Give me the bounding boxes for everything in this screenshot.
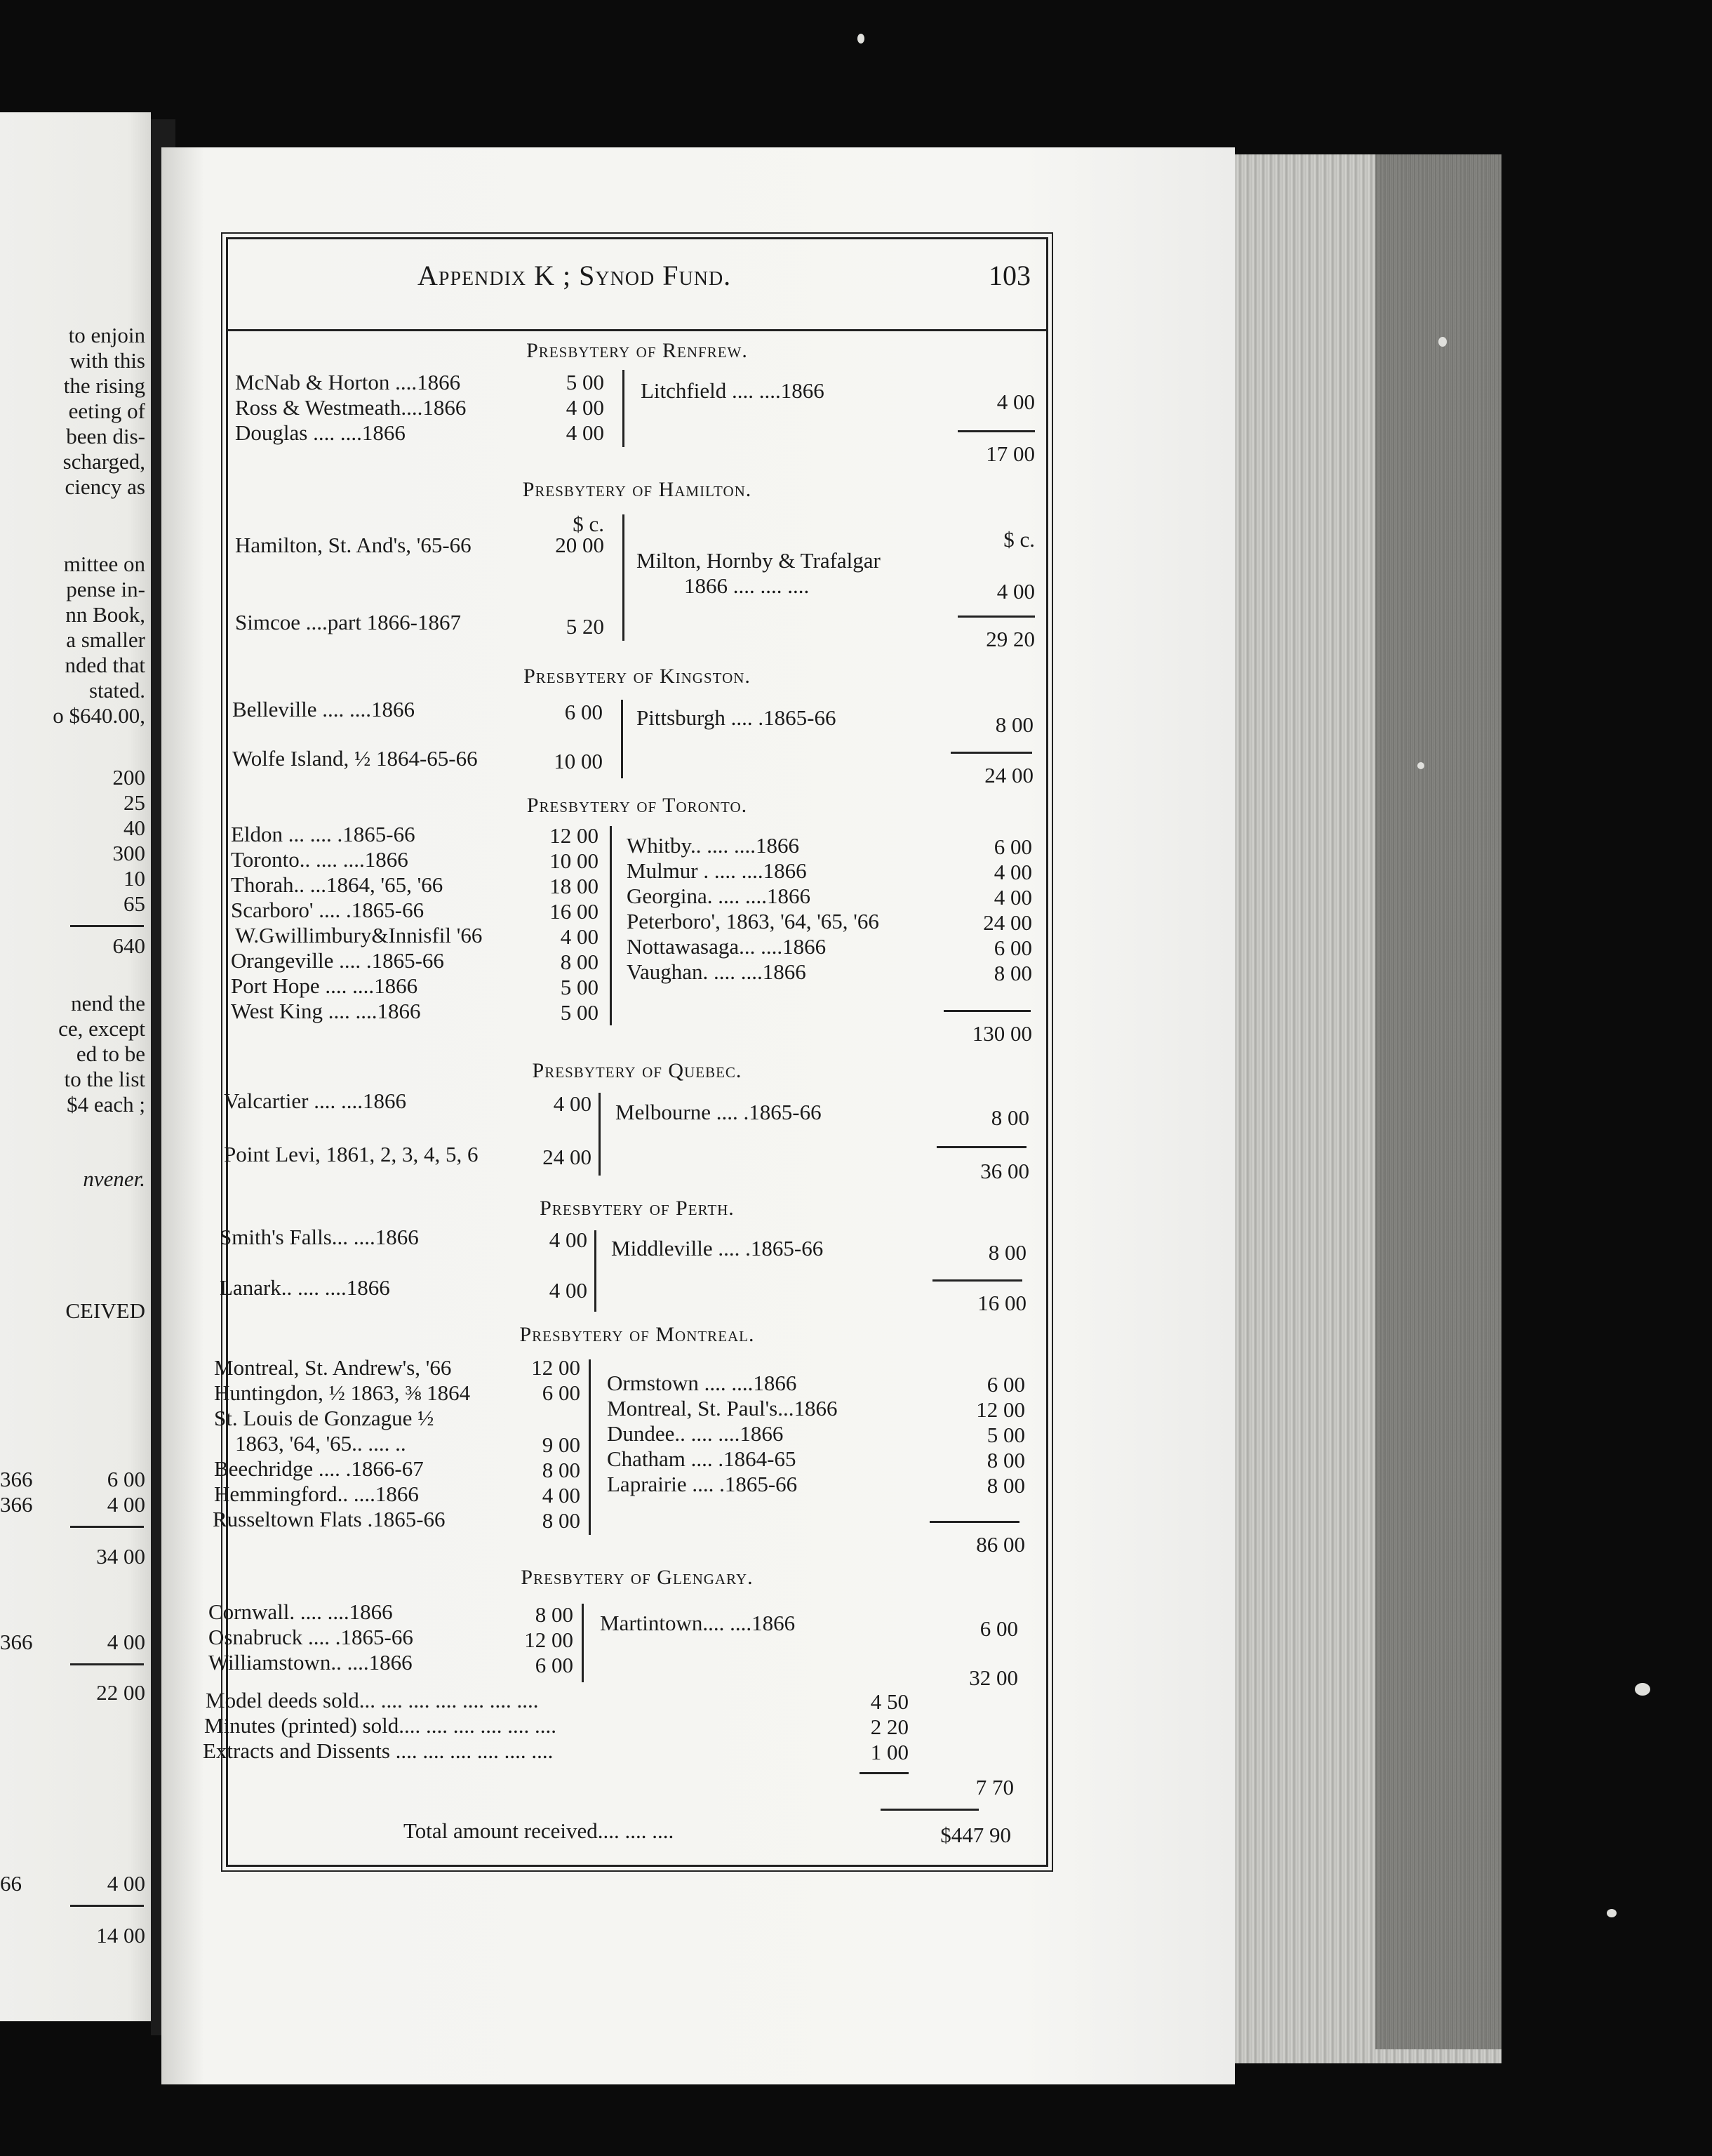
left-line: 40: [123, 816, 145, 840]
left-sum-rule: [70, 1663, 144, 1665]
left-line: eeting of: [68, 399, 145, 423]
entry-name: Eldon ... .... .1865-66: [231, 822, 415, 846]
left-amount: 4 00: [107, 1492, 145, 1517]
section-heading-renfrew: Presbytery of Renfrew.: [526, 339, 748, 362]
left-amount-year: 366: [0, 1630, 33, 1654]
dust-speck: [1417, 762, 1424, 769]
sum-rule: [860, 1772, 909, 1774]
entry-name: Peterboro', 1863, '64, '65, '66: [627, 909, 879, 933]
column-divider: [621, 700, 623, 778]
section-total: 17 00: [986, 441, 1035, 466]
section-total: 16 00: [977, 1291, 1026, 1315]
left-amount: 4 00: [107, 1871, 145, 1896]
entry-amount: 6 00: [542, 1380, 580, 1405]
page-edges-shadow: [1375, 154, 1502, 2049]
left-line: mittee on: [63, 552, 145, 576]
left-line: scharged,: [62, 449, 145, 474]
entry-amount: 5 20: [566, 614, 604, 639]
left-line: $4 each ;: [67, 1092, 145, 1117]
misc-item: Extracts and Dissents .... .... .... .... .... ....: [203, 1738, 554, 1763]
entry-amount: 8 00: [995, 712, 1034, 737]
misc-item: Minutes (printed) sold.... .... .... .... .... ....: [204, 1713, 556, 1738]
entry-name: Russeltown Flats .1865-66: [213, 1507, 446, 1531]
entry-name: Dundee.. .... ....1866: [607, 1421, 784, 1446]
section-heading-quebec: Presbytery of Quebec.: [532, 1059, 742, 1082]
entry-name: Middleville .... .1865-66: [611, 1236, 824, 1260]
column-divider: [622, 370, 624, 447]
section-heading-hamilton: Presbytery of Hamilton.: [522, 478, 752, 501]
left-page-fragment: [0, 112, 151, 2021]
left-line: 300: [112, 841, 145, 865]
left-line: the rising: [63, 373, 145, 398]
entry-amount: 4 00: [566, 395, 604, 420]
grand-total-amount: $447 90: [940, 1823, 1011, 1847]
left-amount: 6 00: [107, 1467, 145, 1491]
entry-name: W.Gwillimbury&Innisfil '66: [235, 923, 483, 947]
entry-name: Whitby.. .... ....1866: [627, 833, 799, 858]
entry-name: Nottawasaga... ....1866: [627, 934, 827, 959]
entry-name: Chatham .... .1864-65: [607, 1446, 796, 1471]
entry-name: Montreal, St. Paul's...1866: [607, 1396, 838, 1420]
column-divider: [589, 1359, 591, 1535]
entry-name: Georgina. .... ....1866: [627, 884, 811, 908]
entry-name: Vaughan. .... ....1866: [627, 959, 806, 984]
sum-rule: [951, 752, 1032, 754]
entry-name: Litchfield .... ....1866: [641, 378, 824, 403]
entry-name: Lanark.. .... ....1866: [220, 1275, 390, 1300]
entry-amount: 8 00: [987, 1473, 1025, 1498]
left-line: ciency as: [65, 474, 145, 499]
entry-amount: 8 00: [994, 961, 1032, 985]
entry-name: St. Louis de Gonzague ½: [214, 1406, 434, 1430]
entry-amount: 6 00: [987, 1372, 1025, 1397]
entry-amount: 5 00: [560, 975, 598, 999]
entry-amount: 6 00: [564, 700, 603, 724]
section-heading-kingston: Presbytery of Kingston.: [523, 665, 751, 688]
entry-amount: 12 00: [549, 823, 598, 848]
entry-name: Huntingdon, ½ 1863, ⅜ 1864: [214, 1380, 471, 1405]
entry-amount: 4 00: [996, 579, 1035, 604]
entry-name: Orangeville .... .1865-66: [231, 948, 444, 973]
left-rule: [70, 925, 144, 927]
misc-amount: 2 20: [870, 1715, 909, 1739]
left-amount: 14 00: [96, 1923, 145, 1948]
dust-speck: [857, 34, 864, 44]
entry-name: Cornwall. .... ....1866: [208, 1599, 393, 1624]
column-divider: [582, 1604, 584, 1682]
entry-amount: 8 00: [560, 950, 598, 974]
misc-amount: 1 00: [870, 1740, 909, 1764]
entry-amount: 6 00: [994, 834, 1032, 859]
entry-amount: 4 00: [996, 390, 1035, 414]
section-total: 36 00: [980, 1159, 1029, 1183]
left-amount: 4 00: [107, 1630, 145, 1654]
section-total: 29 20: [986, 627, 1035, 651]
left-line: nend the: [71, 991, 145, 1016]
left-line: nn Book,: [65, 602, 145, 627]
entry-name: Toronto.. .... ....1866: [231, 847, 408, 872]
column-divider: [598, 1093, 601, 1176]
left-line: 10: [123, 866, 145, 891]
left-amount-year: 366: [0, 1467, 33, 1491]
left-line: o $640.00,: [53, 703, 145, 728]
entry-name: Point Levi, 1861, 2, 3, 4, 5, 6: [224, 1142, 479, 1166]
left-line: nded that: [65, 653, 145, 677]
entry-name: Milton, Hornby & Trafalgar: [636, 548, 881, 573]
entry-name: McNab & Horton ....1866: [235, 370, 461, 394]
section-heading-glengary: Presbytery of Glengary.: [521, 1566, 754, 1589]
dust-speck: [1607, 1909, 1617, 1917]
section-total: 32 00: [969, 1665, 1018, 1690]
entry-amount: 4 00: [994, 860, 1032, 884]
entry-name: Beechridge .... .1866-67: [214, 1456, 424, 1481]
entry-amount: 16 00: [549, 899, 598, 924]
left-line: 25: [123, 790, 145, 815]
entry-amount: 4 00: [566, 420, 604, 445]
entry-amount: 4 00: [549, 1227, 587, 1252]
entry-name: Valcartier .... ....1866: [224, 1089, 406, 1113]
left-line: to enjoin: [68, 323, 145, 347]
section-total: 130 00: [972, 1021, 1032, 1046]
entry-name: Pittsburgh .... .1865-66: [636, 705, 836, 730]
section-total: 24 00: [984, 763, 1034, 787]
entry-amount: 18 00: [549, 874, 598, 898]
currency-header: $ c.: [1003, 527, 1035, 552]
entry-name: Osnabruck .... .1865-66: [208, 1625, 413, 1649]
left-line: with this: [69, 348, 145, 373]
entry-name: Port Hope .... ....1866: [231, 973, 418, 998]
entry-name: Ormstown .... ....1866: [607, 1371, 797, 1395]
entry-amount: 4 00: [542, 1483, 580, 1508]
entry-amount: 8 00: [991, 1105, 1029, 1130]
page-title: Appendix K ; Synod Fund.: [417, 260, 732, 291]
entry-amount: 20 00: [555, 533, 604, 557]
dust-speck: [1438, 337, 1447, 347]
entry-amount: 8 00: [988, 1240, 1026, 1265]
entry-amount: 12 00: [531, 1355, 580, 1380]
entry-amount: 8 00: [987, 1448, 1025, 1472]
entry-name: Mulmur . .... ....1866: [627, 858, 807, 883]
section-heading-montreal: Presbytery of Montreal.: [519, 1323, 755, 1346]
left-line: a smaller: [66, 627, 145, 652]
left-line: 640: [112, 933, 145, 958]
left-amount: 34 00: [96, 1544, 145, 1569]
entry-name: Ross & Westmeath....1866: [235, 395, 467, 420]
entry-name: Thorah.. ...1864, '65, '66: [231, 872, 443, 897]
entry-name: Wolfe Island, ½ 1864-65-66: [232, 746, 478, 771]
entry-amount: 6 00: [979, 1616, 1018, 1641]
left-line: 65: [123, 891, 145, 916]
entry-name: Melbourne .... .1865-66: [615, 1100, 822, 1124]
running-header: [228, 239, 1046, 304]
left-amount: 22 00: [96, 1680, 145, 1705]
entry-amount: 24 00: [542, 1145, 591, 1169]
column-divider: [594, 1230, 596, 1312]
page-number: 103: [989, 260, 1031, 291]
entry-name: 1863, '64, '65.. .... ..: [235, 1431, 406, 1456]
entry-amount: 12 00: [976, 1397, 1025, 1422]
entry-amount: 5 00: [560, 1000, 598, 1025]
entry-name: Laprairie .... .1865-66: [607, 1472, 798, 1496]
entry-name: Montreal, St. Andrew's, '66: [214, 1355, 452, 1380]
entry-amount: 5 00: [566, 370, 604, 394]
entry-amount: 4 00: [560, 924, 598, 949]
entry-amount: 24 00: [983, 910, 1032, 935]
left-line: been dis-: [66, 424, 145, 448]
sum-rule: [930, 1521, 1019, 1523]
left-line: CEIVED: [65, 1298, 145, 1323]
sum-rule: [881, 1809, 979, 1811]
entry-amount: 4 00: [994, 885, 1032, 910]
misc-item: Model deeds sold... .... .... .... .... .... ....: [206, 1688, 539, 1712]
misc-subtotal: 7 70: [975, 1775, 1014, 1799]
left-line: to the list: [64, 1067, 145, 1091]
page-frame: [203, 237, 1048, 1867]
entry-name: Douglas .... ....1866: [235, 420, 406, 445]
section-heading-toronto: Presbytery of Toronto.: [526, 794, 748, 817]
sum-rule: [944, 1010, 1031, 1012]
entry-amount: 6 00: [994, 936, 1032, 960]
entry-name: Williamstown.. ....1866: [208, 1650, 413, 1675]
entry-amount: 6 00: [535, 1653, 573, 1677]
entry-name: West King .... ....1866: [231, 999, 421, 1023]
left-amount-year: 66: [0, 1871, 22, 1896]
entry-amount: 9 00: [542, 1432, 580, 1457]
sum-rule: [958, 430, 1035, 432]
section-total: 86 00: [976, 1532, 1025, 1557]
entry-amount: 10 00: [554, 749, 603, 773]
left-line: nvener.: [83, 1166, 145, 1191]
sum-rule: [932, 1279, 1022, 1282]
entry-amount: 12 00: [524, 1628, 573, 1652]
left-sum-rule: [70, 1526, 144, 1528]
entry-amount: 10 00: [549, 849, 598, 873]
entry-amount: 8 00: [542, 1508, 580, 1533]
entry-amount: 4 00: [549, 1278, 587, 1303]
header-rule: [228, 329, 1046, 331]
left-line: stated.: [88, 678, 145, 703]
left-line: pense in-: [66, 577, 145, 601]
dust-speck: [1635, 1683, 1650, 1696]
entry-amount: 8 00: [542, 1458, 580, 1482]
sum-rule: [958, 615, 1035, 618]
entry-name: Hamilton, St. And's, '65-66: [235, 533, 472, 557]
section-heading-perth: Presbytery of Perth.: [540, 1197, 735, 1220]
entry-name: Smith's Falls... ....1866: [220, 1225, 419, 1249]
currency-header: $ c.: [573, 512, 604, 536]
left-line: 200: [112, 765, 145, 790]
grand-total-label: Total amount received.... .... ....: [403, 1818, 674, 1843]
column-divider: [622, 514, 624, 641]
left-line: ce, except: [58, 1016, 145, 1041]
entry-name: 1866 .... .... ....: [684, 573, 810, 598]
left-amount-year: 366: [0, 1492, 33, 1517]
misc-amount: 4 50: [870, 1689, 909, 1714]
entry-name: Hemmingford.. ....1866: [214, 1482, 419, 1506]
entry-name: Simcoe ....part 1866-1867: [235, 610, 462, 634]
entry-amount: 8 00: [535, 1602, 573, 1627]
entry-name: Belleville .... ....1866: [232, 697, 415, 721]
sum-rule: [937, 1146, 1026, 1148]
left-sum-rule: [70, 1905, 144, 1907]
entry-name: Scarboro' .... .1865-66: [231, 898, 424, 922]
entry-amount: 4 00: [553, 1091, 591, 1116]
entry-amount: 5 00: [987, 1423, 1025, 1447]
entry-name: Martintown.... ....1866: [600, 1611, 796, 1635]
left-line: ed to be: [76, 1042, 145, 1066]
column-divider: [610, 826, 612, 1025]
